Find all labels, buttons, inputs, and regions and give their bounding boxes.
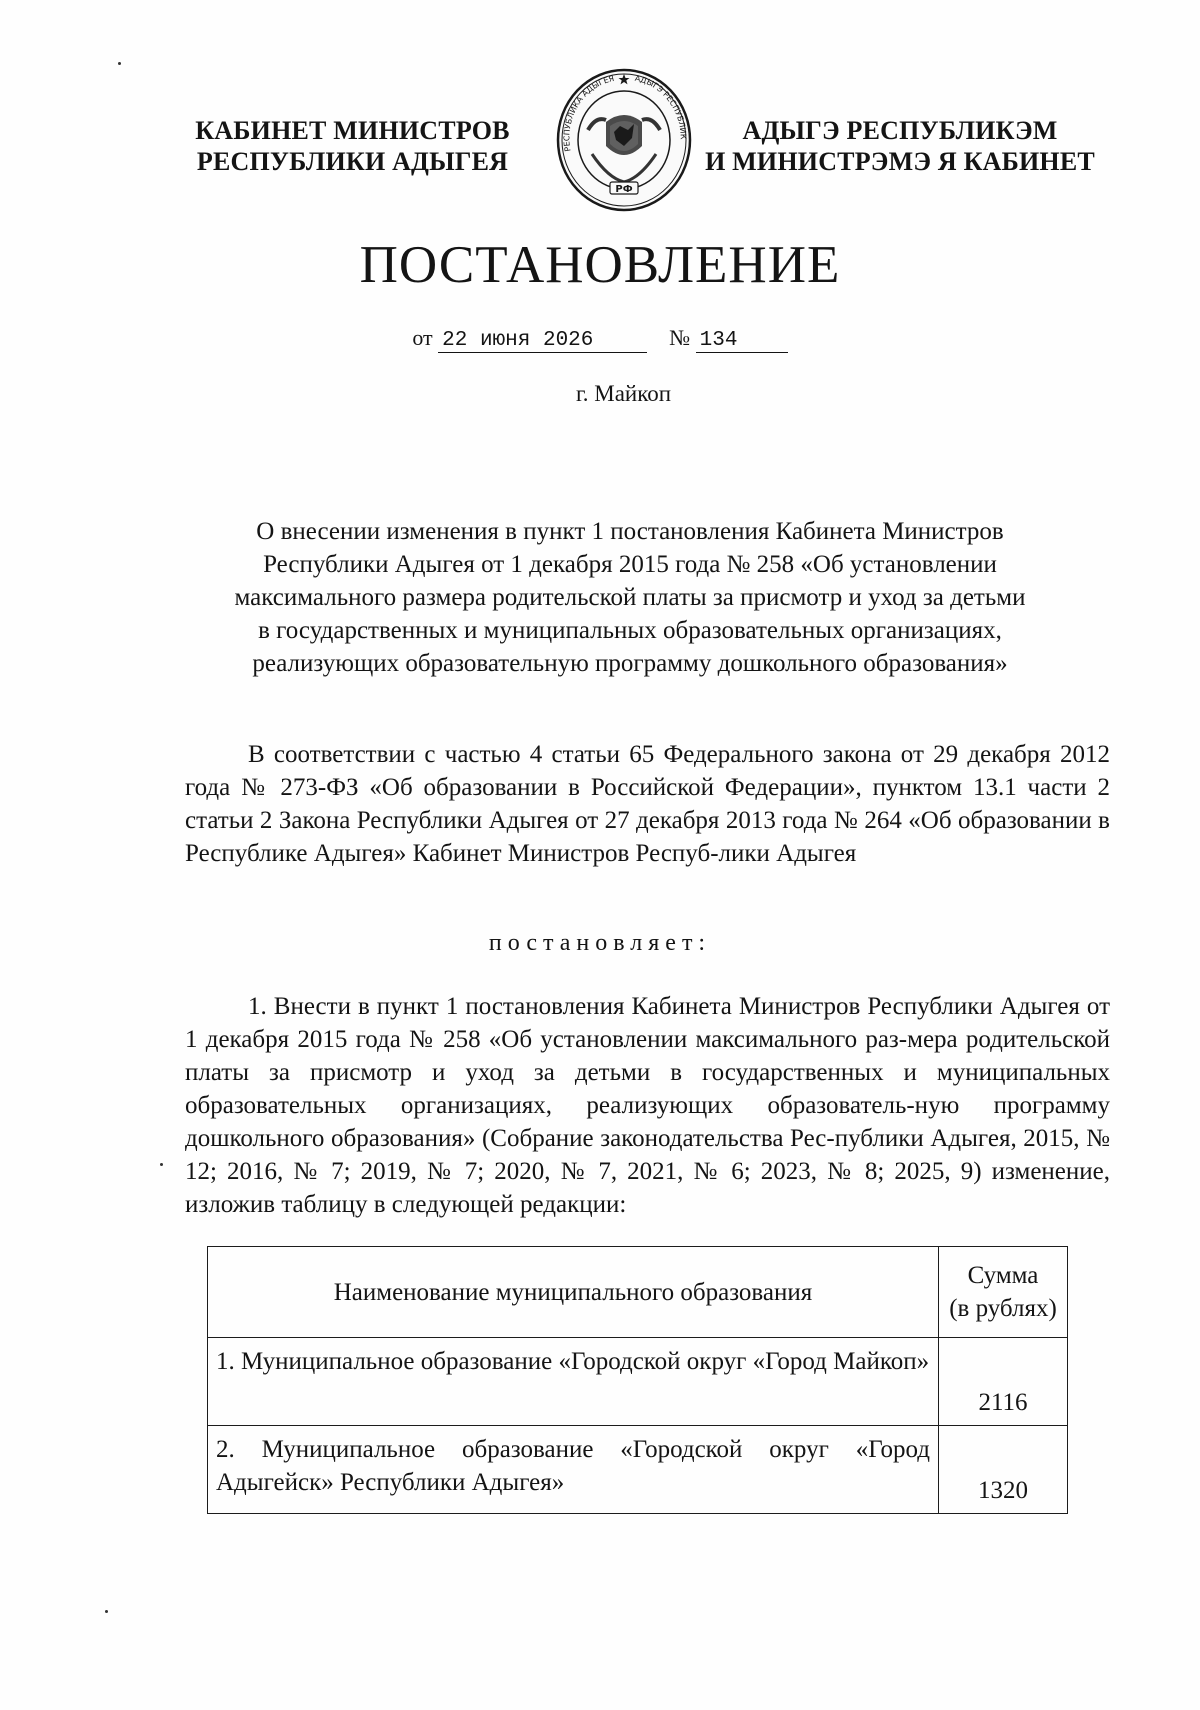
table-header-name: Наименование муниципального образования	[208, 1247, 939, 1338]
preamble-paragraph: В соответствии с частью 4 статьи 65 Федерального закона от 29 декабря 2012 года № 273-ФЗ «Об образовании в Российской Федерации», пунктом 13.1 части 2 статьи 2 Закона Республики Адыгея от 27 декабря 2013 года № 264 «Об образовании в Республике Адыгея» Кабинет Министров Респуб-лики Адыгея	[185, 741, 1110, 867]
subject-line-5: реализующих образовательную программу дошкольного образования»	[252, 650, 1008, 677]
scan-speck	[105, 1610, 108, 1613]
subject-line-4: в государственных и муниципальных образовательных организациях,	[258, 617, 1002, 644]
header-left-line-1: КАБИНЕТ МИНИСТРОВ	[195, 116, 510, 145]
header-right-line-1: АДЫГЭ РЕСПУБЛИКЭМ	[742, 116, 1058, 145]
table-cell-sum: 1320	[939, 1426, 1068, 1514]
date-from-label: от	[412, 325, 433, 350]
decree-subject	[190, 515, 1070, 680]
city-line: г. Майкоп	[575, 381, 672, 406]
table-header-row	[208, 1247, 1068, 1338]
parental-fee-table	[207, 1246, 1068, 1514]
table-header-sum	[939, 1247, 1068, 1338]
operative-paragraph: 1. Внести в пункт 1 постановления Кабинета Министров Республики Адыгея от 1 декабря 2015 года № 258 «Об установлении максимального раз-мера родительской платы за присмотр и уход за детьми в государственных и муниципальных образовательных организациях, реализующих образователь-ную программу дошкольного образования» (Собрание законодательства Рес-публики Адыгея, 2015, № 12; 2016, № 7; 2019, № 7; 2020, № 7, 2021, № 6; 2023, № 8; 2025, 9) изменение, изложив таблицу в следующей редакции:	[185, 993, 1110, 1218]
date-number-line	[0, 325, 1200, 353]
document-title: ПОСТАНОВЛЕНИЕ	[359, 236, 841, 294]
header-left-title	[185, 115, 520, 177]
decree-date: 22 июня 2026	[438, 329, 647, 353]
subject-line-3: максимального размера родительской платы за присмотр и уход за детьми	[234, 584, 1026, 611]
scan-speck	[118, 62, 121, 65]
seal-bottom-text: РФ	[615, 184, 633, 195]
table-cell-sum: 2116	[939, 1338, 1068, 1426]
coat-of-arms-seal	[550, 60, 698, 216]
decree-number: 134	[696, 329, 788, 353]
scan-speck	[160, 1163, 163, 1166]
decree-number-label: №	[669, 325, 691, 350]
table-row	[208, 1426, 1068, 1514]
table-cell-municipality: 1. Муниципальное образование «Городской округ «Город Майкоп»	[208, 1338, 939, 1426]
header-right-line-2: И МИНИСТРЭМЭ Я КАБИНЕТ	[705, 147, 1095, 176]
subject-line-2: Республики Адыгея от 1 декабря 2015 года № 258 «Об установлении	[263, 551, 997, 578]
coat-of-arms-icon	[550, 60, 698, 216]
table-row	[208, 1338, 1068, 1426]
table-header-sum-line-2: (в рублях)	[949, 1295, 1057, 1322]
header-left-line-2: РЕСПУБЛИКИ АДЫГЕЯ	[196, 147, 509, 176]
seal-arc-right-text: АДЫГЭ РЕСПУБЛИК	[634, 73, 688, 140]
subject-line-1: О внесении изменения в пункт 1 постановления Кабинета Министров	[256, 518, 1004, 545]
header-right-title	[690, 115, 1110, 177]
seal-arc-left-text: РЕСПУБЛИКА АДЫГЕЯ	[562, 73, 616, 153]
decree-word: постановляет:	[488, 930, 712, 956]
table-cell-municipality: 2. Муниципальное образование «Городской округ «Город Адыгейск» Республики Адыгея»	[208, 1426, 939, 1514]
table-header-sum-line-1: Сумма	[967, 1262, 1039, 1289]
